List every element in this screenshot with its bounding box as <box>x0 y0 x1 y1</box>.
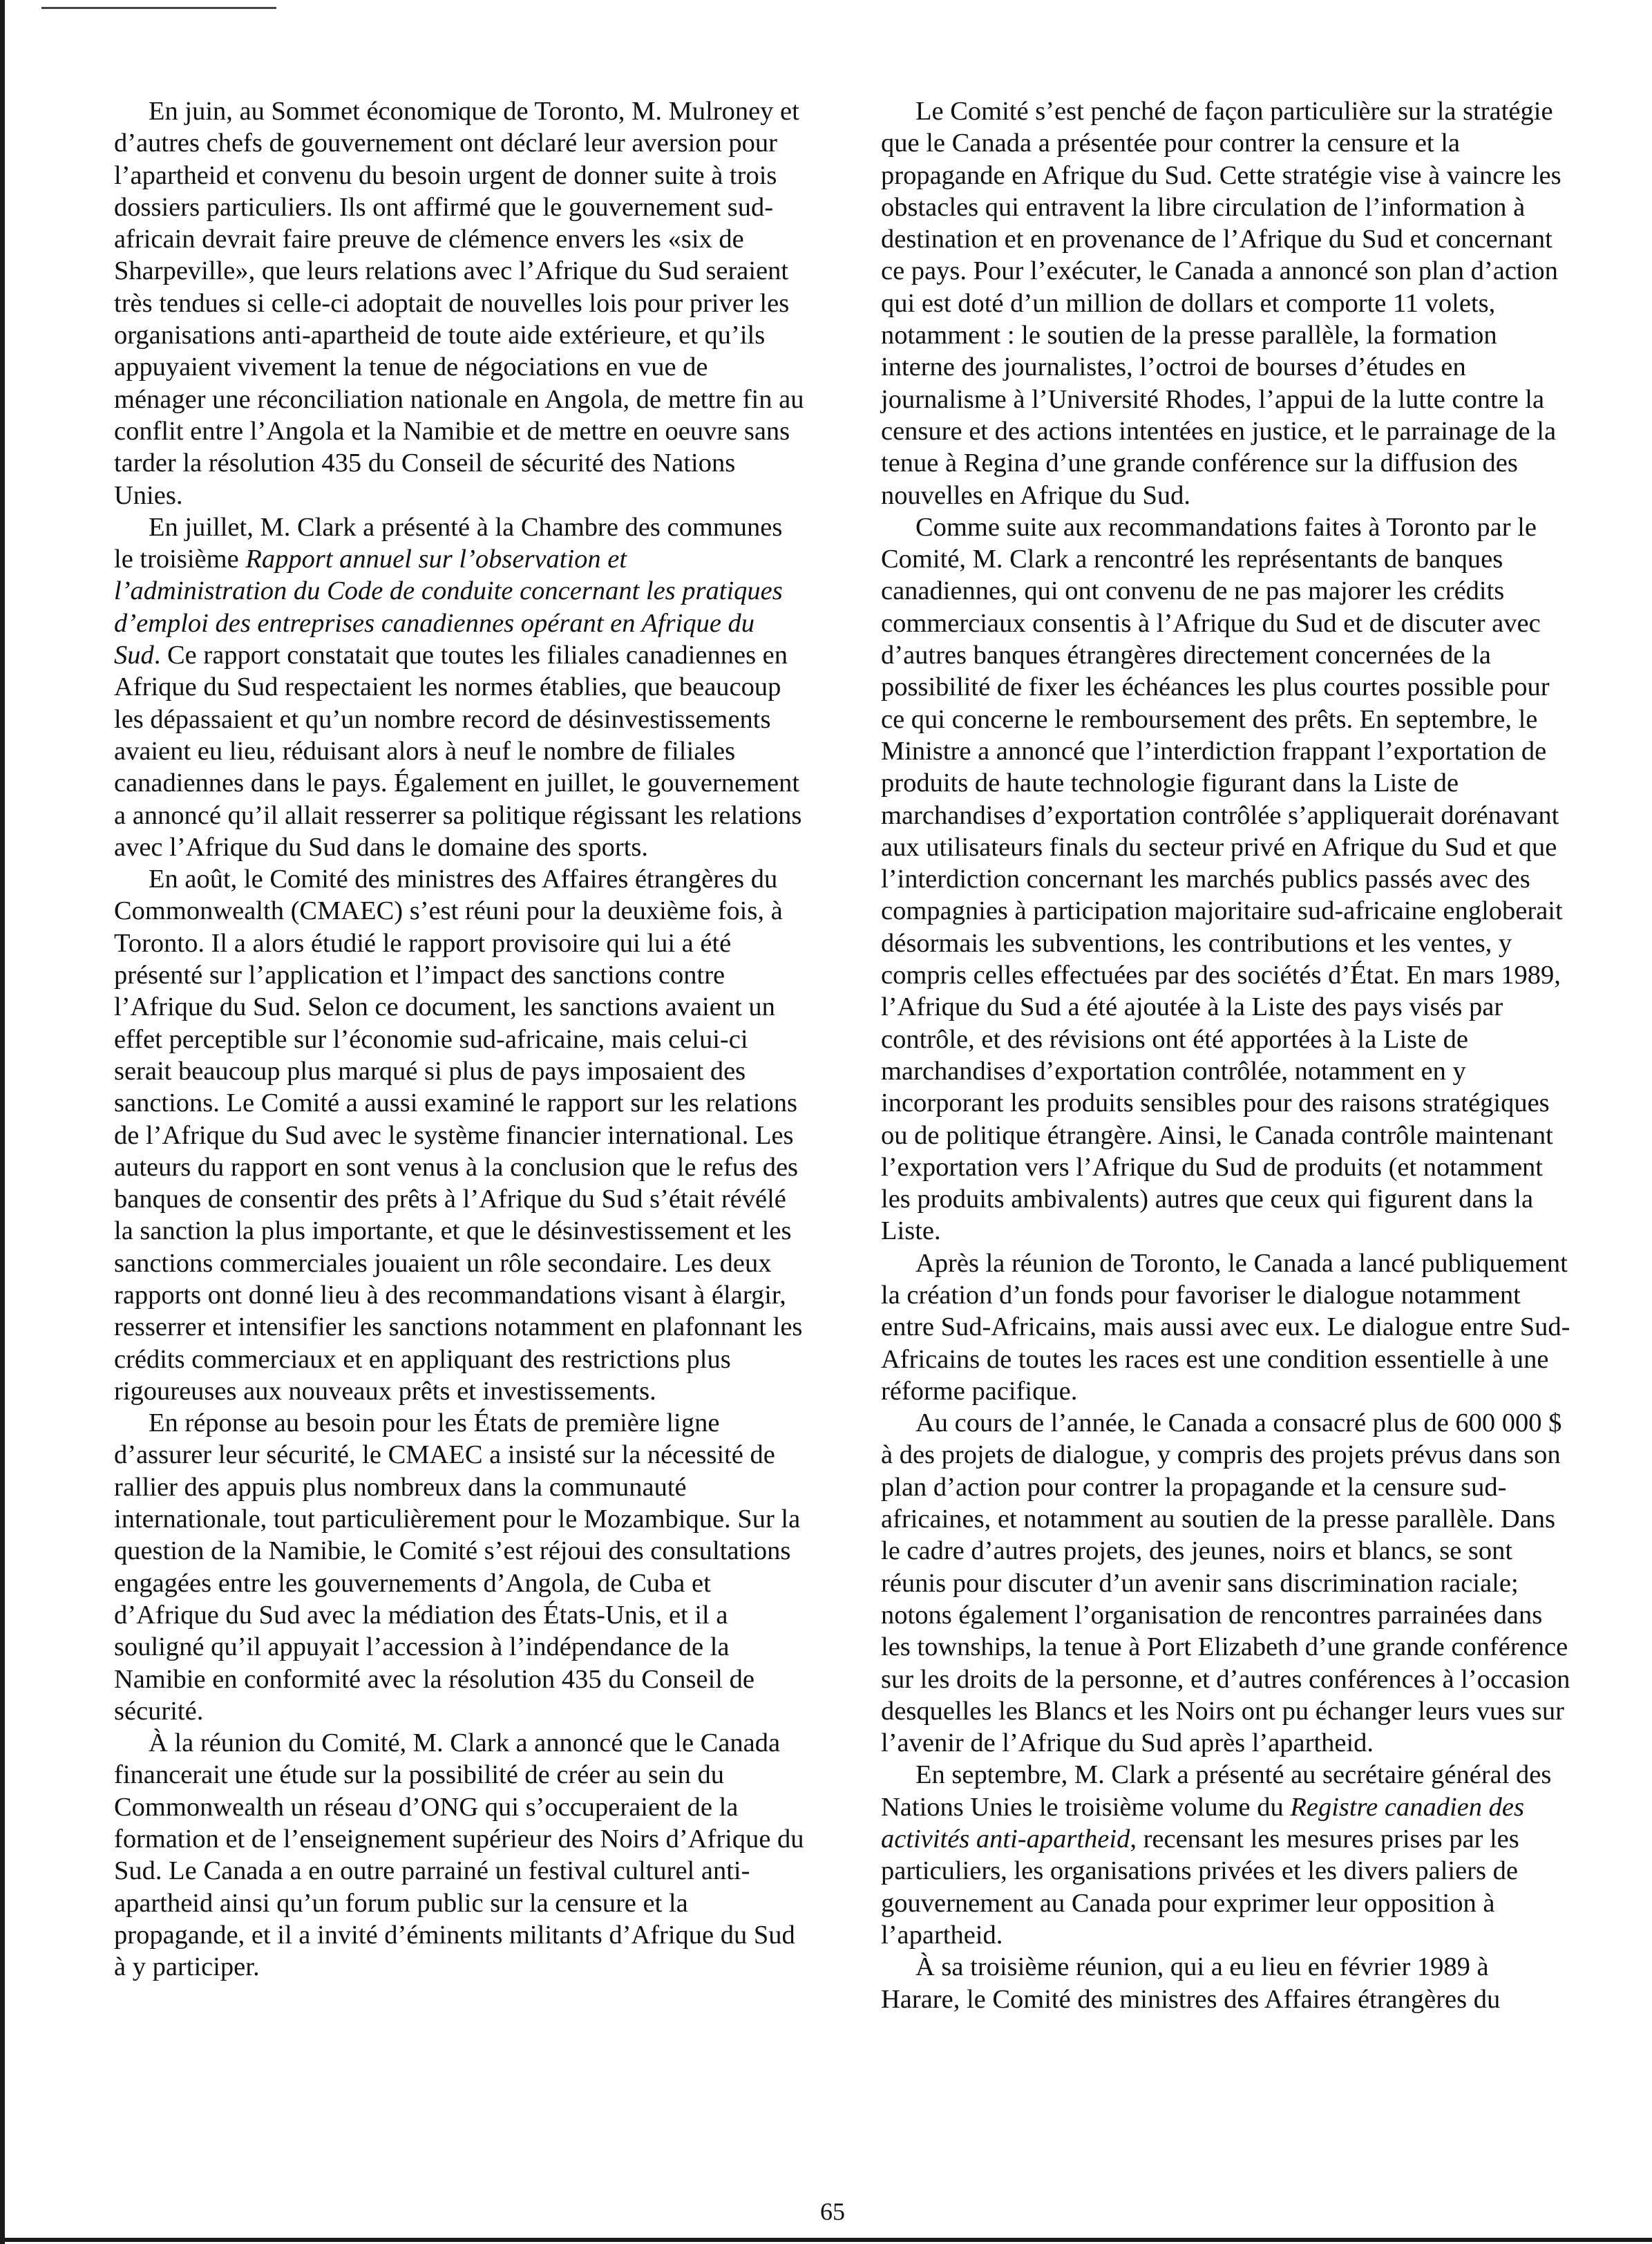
paragraph-dialogue-projects: Au cours de l’année, le Canada a consacré plus de 600 000 $ à des projets de dialogue, y compris des projets prévus dans son plan d’action pour contrer la propagande et la censure sud-africaines, et notamment au soutien de la presse parallèle. Dans le cadre d’autres projets, des jeunes, noirs et blancs, se sont réunis pour discuter d’un avenir sans discrimination raciale; notons également l’organisation de rencontres parrainées dans les townships, la tenue à Port Elizabeth d’une grande conférence sur les droits de la personne, et d’autres conférences à l’occasion desquelles les Blancs et les Noirs ont pu échanger leurs vues sur l’avenir de l’Afrique du Sud après l’apartheid. <box>881 1408 1570 1758</box>
paragraph-text: . Ce rapport constatait que toutes les filiales canadiennes en Afrique du Sud respectaient les normes établies, que beaucoup les dépassaient et qu’un nombre record de désinvestissements avaient eu lieu, réduisant alors à neuf le nombre de filiales canadiennes dans le pays. Également en juillet, le gouvernement a annoncé qu’il allait resserrer sa politique régissant les relations avec l’Afrique du Sud dans le domaine des sports. <box>114 641 802 862</box>
paragraph-bank-credits: Comme suite aux recommandations faites à Toronto par le Comité, M. Clark a rencontré les représentants de banques canadiennes, qui ont convenu de ne pas majorer les crédits commerciaux consentis à l’Afrique du Sud et de discuter avec d’autres banques étrangères directement concernées de la possibilité de fixer les échéances les plus courtes possible pour ce qui concerne le remboursement des prêts. En septembre, le Ministre a annoncé que l’interdiction frappant l’exportation de produits de haute technologie figurant dans la Liste de marchandises d’exportation contrôlée s’appliquerait dorénavant aux utilisateurs finals du secteur privé en Afrique du Sud et que l’interdiction concernant les marchés publics passés avec des compagnies à participation majoritaire sud-africaine engloberait désormais les subventions, les contributions et les ventes, y compris celles effectuées par des sociétés d’État. En mars 1989, l’Afrique du Sud a été ajoutée à la Liste des pays visés par contrôle, et des révisions ont été apportées à la Liste de marchandises d’exportation contrôlée, notamment en y incorporant les produits sensibles pour des raisons stratégiques ou de politique étrangère. Ainsi, le Canada contrôle maintenant l’exportation vers l’Afrique du Sud de produits (et notamment les produits ambivalents) autres que ceux qui figurent dans la Liste. <box>881 512 1563 1246</box>
paragraph-committee-meeting: À la réunion du Comité, M. Clark a annoncé que le Canada financerait une étude sur la possibilité de créer au sein du Commonwealth un réseau d’ONG qui s’occuperaient de la formation et de l’enseignement supérieur des Noirs d’Afrique du Sud. Le Canada a en outre parrainé un festival culturel anti-apartheid ainsi qu’un forum public sur la censure et la propagande, et il a invité d’éminents militants d’Afrique du Sud à y participer. <box>114 1728 804 1982</box>
page-number: 65 <box>820 2198 845 2225</box>
paragraph-frontline-states: En réponse au besoin pour les États de première ligne d’assurer leur sécurité, le CMAEC a insisté sur la nécessité de rallier des appuis plus nombreux dans la communauté internationale, tout particulièrement pour le Mozambique. Sur la question de la Namibie, le Comité s’est réjoui des consultations engagées entre les gouvernements d’Angola, de Cuba et d’Afrique du Sud avec la médiation des États-Unis, et il a souligné qu’il appuyait l’accession à l’indépendance de la Namibie en conformité avec la résolution 435 du Conseil de sécurité. <box>114 1408 801 1726</box>
scan-border-bottom <box>0 2238 1652 2242</box>
paragraph-june-summit: En juin, au Sommet économique de Toronto, M. Mulroney et d’autres chefs de gouvernement ont déclaré leur aversion pour l’apartheid et convenu du besoin urgent de donner suite à trois dossiers particuliers. Ils ont affirmé que le gouvernement sud-africain devrait faire preuve de clémence envers les «six de Sharpeville», que leurs relations avec l’Afrique du Sud seraient très tendues si celle-ci adoptait de nouvelles lois pour priver les organisations anti-apartheid de toute aide extérieure, et qu’ils appuyaient vivement la tenue de négociations en vue de ménager une réconciliation nationale en Angola, de mettre fin au conflit entre l’Angola et la Namibie et de mettre en oeuvre sans tarder la résolution 435 du Conseil de sécurité des Nations Unies. <box>114 97 804 510</box>
paragraph-august-cmaec: En août, le Comité des ministres des Affaires étrangères du Commonwealth (CMAEC) s’est réuni pour la deuxième fois, à Toronto. Il a alors étudié le rapport provisoire qui lui a été présenté sur l’application et l’impact des sanctions contre l’Afrique du Sud. Selon ce document, les sanctions avaient un effet perceptible sur l’économie sud-africaine, mais celui-ci serait beaucoup plus marqué si plus de pays imposaient des sanctions. Le Comité a aussi examiné le rapport sur les relations de l’Afrique du Sud avec le système financier international. Les auteurs du rapport en sont venus à la conclusion que le refus des banques de consentir des prêts à l’Afrique du Sud s’était révélé la sanction la plus importante, et que le désinvestissement et les sanctions commerciales jouaient un rôle secondaire. Les deux rapports ont donné lieu à des recommandations visant à élargir, resserrer et intensifier les sanctions notamment en plafonnant les crédits commerciaux et en appliquant des restrictions plus rigoureuses aux nouveaux prêts et investissements. <box>114 865 803 1406</box>
paragraph-text: En juillet, M. Clark a présenté à la Chambre des communes le troisième <box>114 512 783 574</box>
scan-border-left <box>0 0 5 2244</box>
paragraph-dialogue-fund: Après la réunion de Toronto, le Canada a lancé publiquement la création d’un fonds pour favoriser le dialogue notamment entre Sud-Africains, mais aussi avec eux. Le dialogue entre Sud-Africains de toutes les races est une condition essentielle à une réforme pacifique. <box>881 1248 1570 1406</box>
registry-title: Registre canadien des activités anti-apartheid <box>881 1792 1524 1854</box>
left-column <box>114 95 805 1983</box>
paragraph-text: En septembre, M. Clark a présenté au secrétaire général des Nations Unies le troisième volume du <box>881 1760 1552 1822</box>
paragraph-registry <box>881 1759 1572 1951</box>
report-title: Rapport annuel sur l’observation et l’administration du Code de conduite concernant les pratiques d’emploi des entreprises canadiennes opérant en Afrique du Sud <box>114 545 783 670</box>
paragraph-censorship-strategy: Le Comité s’est penché de façon particulière sur la stratégie que le Canada a présentée pour contrer la censure et la propagande en Afrique du Sud. Cette stratégie vise à vaincre les obstacles qui entravent la libre circulation de l’information à destination et en provenance de l’Afrique du Sud et concernant ce pays. Pour l’exécuter, le Canada a annoncé son plan d’action qui est doté d’un million de dollars et comporte 11 volets, notamment : le soutien de la presse parallèle, la formation interne des journalistes, l’octroi de bourses d’études en journalisme à l’Université Rhodes, l’appui de la lutte contre la censure et des actions intentées en justice, et le parrainage de la tenue à Regina d’une grande conférence sur la diffusion des nouvelles en Afrique du Sud. <box>881 97 1561 510</box>
right-column <box>881 95 1572 2015</box>
paragraph-text: , recensant les mesures prises par les particuliers, les organisations privées et les divers paliers de gouvernement au Canada pour exprimer leur opposition à l’apartheid. <box>881 1825 1519 1950</box>
scan-mark-top <box>41 7 276 9</box>
paragraph-harare-meeting: À sa troisième réunion, qui a eu lieu en février 1989 à Harare, le Comité des ministres des Affaires étrangères du <box>881 1952 1501 2014</box>
paragraph-july-report <box>114 511 805 863</box>
